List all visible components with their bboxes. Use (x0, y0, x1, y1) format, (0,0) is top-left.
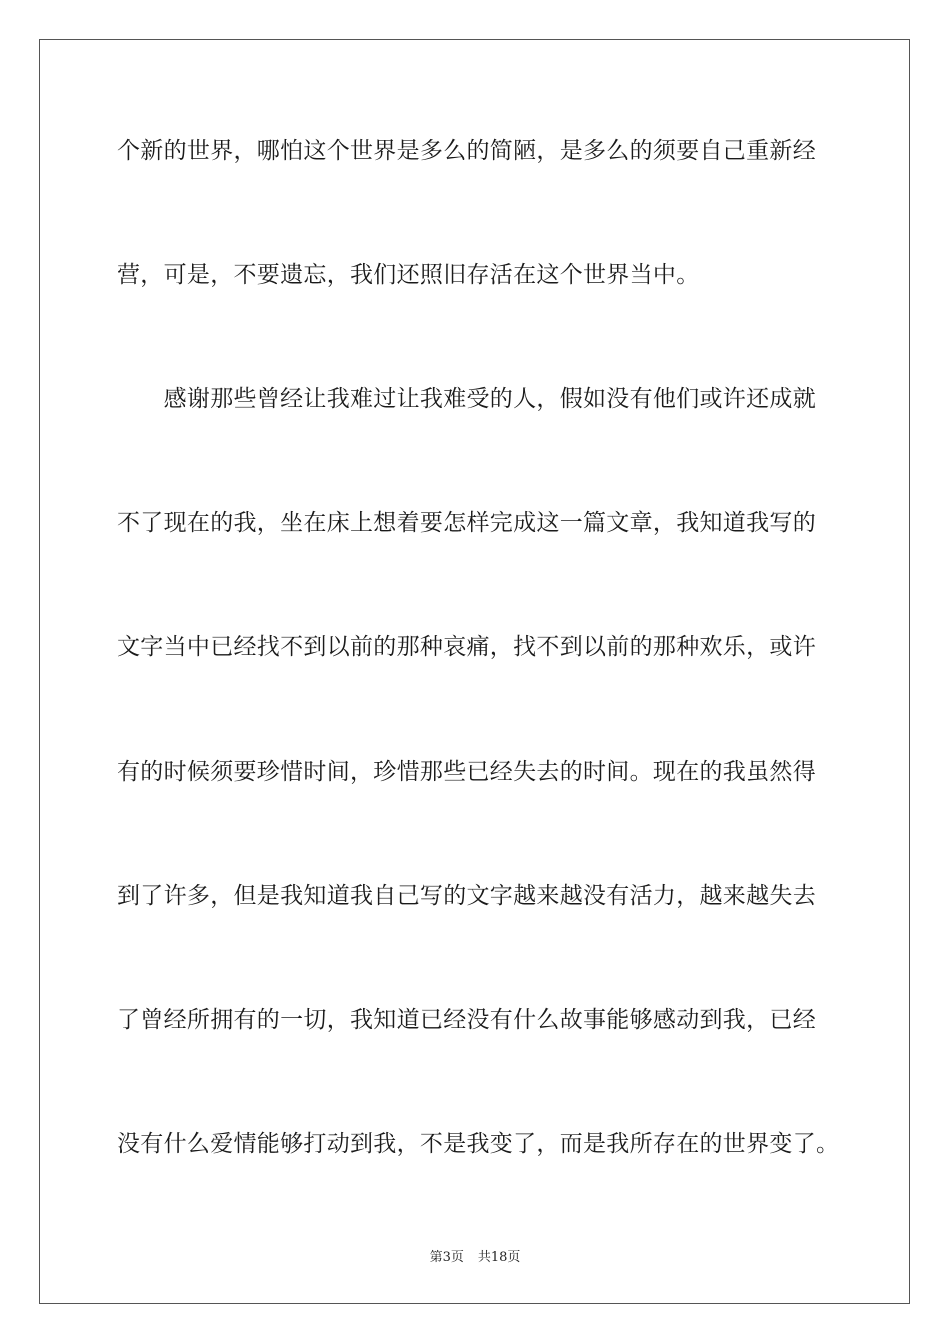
body-text-line: 不了现在的我，坐在床上想着要怎样完成这一篇文章，我知道我写的 (117, 510, 816, 536)
body-text-line: 没有什么爱情能够打动到我，不是我变了，而是我所存在的世界变了。 (117, 1131, 840, 1157)
body-text-line: 了曾经所拥有的一切，我知道已经没有什么故事能够感动到我，已经 (117, 1007, 816, 1033)
body-text-line: 到了许多，但是我知道我自己写的文字越来越没有活力，越来越失去 (117, 883, 816, 909)
body-text-line: 个新的世界，哪怕这个世界是多么的简陋，是多么的须要自己重新经 (117, 138, 816, 164)
body-text-line: 有的时候须要珍惜时间，珍惜那些已经失去的时间。现在的我虽然得 (117, 759, 816, 785)
page-footer (0, 1250, 950, 1266)
page-border (39, 39, 910, 1304)
body-text-line: 文字当中已经找不到以前的那种哀痛，找不到以前的那种欢乐，或许 (117, 634, 816, 660)
total-pages: 共18页 (477, 1250, 521, 1265)
page-number: 第3页 (429, 1250, 464, 1265)
body-text-line: 感谢那些曾经让我难过让我难受的人，假如没有他们或许还成就 (117, 386, 816, 412)
body-text-line: 营，可是，不要遗忘，我们还照旧存活在这个世界当中。 (117, 262, 700, 288)
